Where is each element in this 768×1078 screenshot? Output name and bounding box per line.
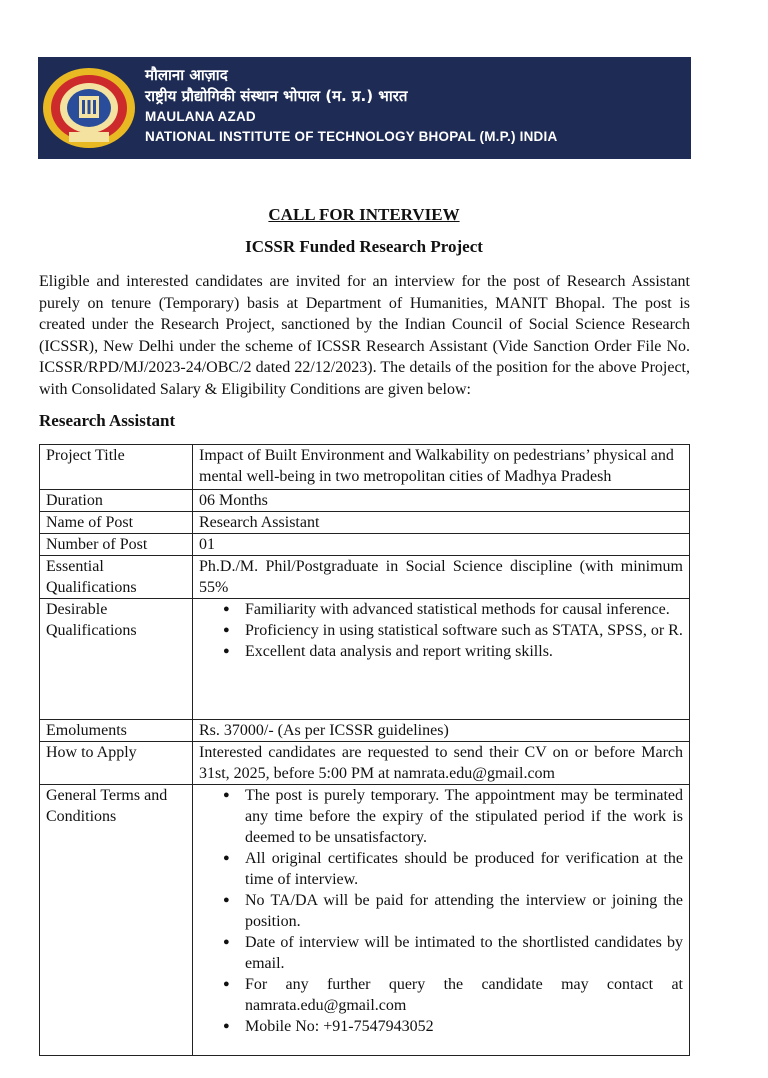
- list-item: ● Familiarity with advanced statistical methods for causal inference.: [245, 599, 683, 620]
- how-to-apply-value: Interested candidates are requested to send their CV on or before March 31st, 2025, before 5:00 PM at namrata.edu@gmail.com: [193, 742, 690, 785]
- post-count-label: Number of Post: [40, 534, 193, 556]
- how-to-apply-label: How to Apply: [40, 742, 193, 785]
- post-name-label: Name of Post: [40, 512, 193, 534]
- terms-value: [193, 785, 690, 1056]
- header-hindi-name-line1: मौलाना आज़ाद: [145, 66, 228, 84]
- post-count-value: 01: [193, 534, 690, 556]
- terms-list: [199, 785, 683, 1037]
- desirable-value: [193, 599, 690, 720]
- institute-header-banner: [38, 57, 691, 159]
- desirable-label: Desirable Qualifications: [40, 599, 193, 720]
- table-row-terms: [40, 785, 690, 1056]
- list-item: ● The post is purely temporary. The appointment may be terminated any time before the expiry of the stipulated period if the work is deemed to be unsatisfactory.: [245, 785, 683, 848]
- table-row-duration: [40, 490, 690, 512]
- essential-value: Ph.D./M. Phil/Postgraduate in Social Science discipline (with minimum 55%: [193, 556, 690, 599]
- position-details-table: [39, 444, 690, 1056]
- desirable-list: [199, 599, 683, 662]
- list-item: ● Mobile No: +91-7547943052: [245, 1016, 683, 1037]
- notice-subtitle: ICSSR Funded Research Project: [245, 237, 483, 256]
- table-row-post-name: [40, 512, 690, 534]
- list-item: ● All original certificates should be produced for verification at the time of interview.: [245, 848, 683, 890]
- list-item: ● Excellent data analysis and report writing skills.: [245, 641, 683, 662]
- header-hindi-name-line2: राष्ट्रीय प्रौद्योगिकी संस्थान भोपाल (म. प्र.) भारत: [145, 87, 408, 105]
- table-row-post-count: [40, 534, 690, 556]
- list-item: ● For any further query the candidate may contact at namrata.edu@gmail.com: [245, 974, 683, 1016]
- section-heading: Research Assistant: [39, 411, 176, 430]
- table-row-essential: [40, 556, 690, 599]
- duration-label: Duration: [40, 490, 193, 512]
- header-english-name-line1: MAULANA AZAD: [145, 109, 256, 124]
- list-item: ● Proficiency in using statistical software such as STATA, SPSS, or R.: [245, 620, 683, 641]
- essential-label: Essential Qualifications: [40, 556, 193, 599]
- intro-paragraph: Eligible and interested candidates are invited for an interview for the post of Research Assistant purely on tenure (Temporary) basis at Department of Humanities, MANIT Bhopal. The post is created under the Research Project, sanctioned by the Indian Council of Social Science Research (ICSSR), New Delhi under the scheme of ICSSR Research Assistant (Vide Sanction Order File No. ICSSR/RPD/MJ/2023-24/OBC/2 dated 22/12/2023). The details of the position for the above Project, with Consolidated Salary & Eligibility Conditions are given below:: [39, 273, 690, 398]
- table-row-emoluments: [40, 720, 690, 742]
- project-title-label: Project Title: [40, 445, 193, 490]
- header-english-name-line2: NATIONAL INSTITUTE OF TECHNOLOGY BHOPAL (M.P.) INDIA: [145, 129, 558, 144]
- table-row-desirable: [40, 599, 690, 720]
- list-item: ● No TA/DA will be paid for attending the interview or joining the position.: [245, 890, 683, 932]
- list-item: ● Date of interview will be intimated to the shortlisted candidates by email.: [245, 932, 683, 974]
- notice-title: CALL FOR INTERVIEW: [268, 205, 460, 224]
- duration-value: 06 Months: [193, 490, 690, 512]
- institute-logo-emblem-icon: [41, 66, 137, 150]
- table-row-how-to-apply: [40, 742, 690, 785]
- project-title-value: Impact of Built Environment and Walkability on pedestrians’ physical and mental well-being in two metropolitan cities of Madhya Pradesh: [193, 445, 690, 490]
- post-name-value: Research Assistant: [193, 512, 690, 534]
- emoluments-value: Rs. 37000/- (As per ICSSR guidelines): [193, 720, 690, 742]
- emoluments-label: Emoluments: [40, 720, 193, 742]
- terms-label: General Terms and Conditions: [40, 785, 193, 1056]
- table-row-project-title: [40, 445, 690, 490]
